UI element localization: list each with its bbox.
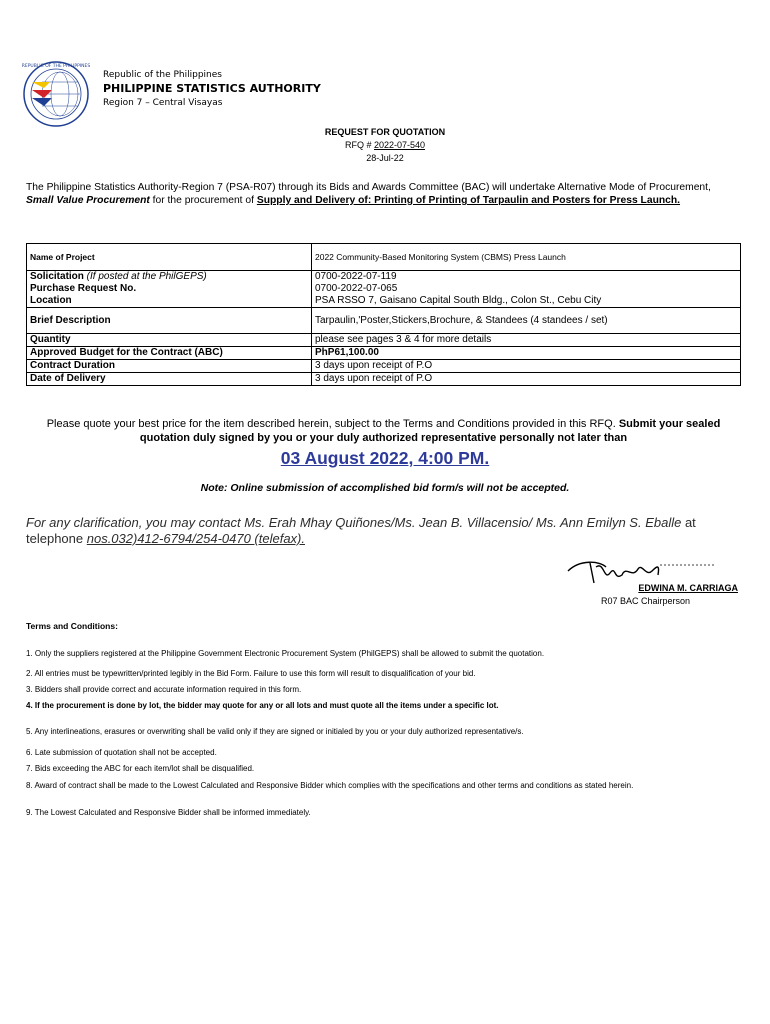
terms-heading: Terms and Conditions: [26, 621, 118, 631]
delivery-label: Date of Delivery [27, 373, 312, 386]
solicitation-label: Solicitation (If posted at the PhilGEPS) Purchase Request No. Location [27, 271, 312, 308]
quantity-value: please see pages 3 & 4 for more details [312, 334, 741, 347]
term-item: 9. The Lowest Calculated and Responsive Bidder shall be informed immediately. [26, 808, 311, 817]
clarification-contact: For any clarification, you may contact Ms. Erah Mhay Quiñones/Ms. Jean B. Villacensio/ Ms. Ann Emilyn S. Eballe at telephone nos.032)412-6794/254-0470 (telefax). [26, 515, 696, 546]
duration-label: Contract Duration [27, 360, 312, 373]
purchase-request-label: Purchase Request No. [30, 283, 137, 294]
abc-label: Approved Budget for the Contract (ABC) [27, 347, 312, 360]
rfq-date: 28-Jul-22 [366, 153, 404, 163]
project-label: Name of Project [27, 244, 312, 271]
term-item: 4. If the procurement is done by lot, the bidder may quote for any or all lots and must quote all the items under a specific lot. [26, 701, 499, 710]
location-value: PSA RSSO 7, Gaisano Capital South Bldg., Colon St., Cebu City [315, 295, 602, 306]
brief-label: Brief Description [27, 308, 312, 334]
submission-deadline: 03 August 2022, 4:00 PM. [280, 448, 490, 468]
signatory-title: R07 BAC Chairperson [600, 596, 690, 606]
republic-label: Republic of the Philippines [103, 70, 222, 80]
abc-value: PhP61,100.00 [312, 347, 741, 360]
term-item: 5. Any interlineations, erasures or overwriting shall be valid only if they are signed or initialed by you or your duly authorized representative/s. [26, 727, 524, 736]
region-label: Region 7 – Central Visayas [103, 98, 223, 108]
duration-value: 3 days upon receipt of P.O [312, 360, 741, 373]
agency-name: PHILIPPINE STATISTICS AUTHORITY [103, 82, 321, 95]
brief-value: Tarpaulin,'Poster,Stickers,Brochure, & Standees (4 standees / set) [312, 308, 741, 334]
location-label: Location [30, 295, 72, 306]
handwritten-signature [560, 553, 720, 587]
intro-paragraph: The Philippine Statistics Authority-Region 7 (PSA-R07) through its Bids and Awards Committee (BAC) will undertake Alternative Mode of Procurement, Small Value Procurement for the procurement of Supply and Delivery of: Printing of Printing of Tarpaulin and Posters for Press Launch. [26, 182, 711, 206]
telephone-numbers: nos.032)412-6794/254-0470 (telefax). [86, 531, 305, 546]
term-item: 3. Bidders shall provide correct and accurate information required in this form. [26, 685, 302, 694]
quantity-label: Quantity [27, 334, 312, 347]
term-item: 2. All entries must be typewritten/printed legibly in the Bid Form. Failure to use this form will result to disqualification of your bid. [26, 669, 476, 678]
quote-instruction: Please quote your best price for the item described herein, subject to the Terms and Conditions provided in this RFQ. Submit your sealed quotation duly signed by you or your duly authorized representative personally not later than [46, 418, 721, 444]
term-item: 1. Only the suppliers registered at the Philippine Government Electronic Procurement System (PhilGEPS) shall be allowed to submit the quotation. [26, 649, 545, 658]
rfq-number: RFQ # 2022-07-540 [344, 140, 426, 150]
psa-logo [22, 60, 90, 128]
term-item: 8. Award of contract shall be made to the Lowest Calculated and Responsive Bidder which complies with the specifications and other terms and conditions as stated herein. [26, 781, 634, 790]
rfq-title: REQUEST FOR QUOTATION [324, 127, 446, 137]
term-item: 7. Bids exceeding the ABC for each item/lot shall be disqualified. [26, 764, 255, 773]
project-info-table [26, 243, 741, 386]
solicitation-values [312, 271, 741, 308]
purchase-request-value: 0700-2022-07-065 [315, 283, 398, 294]
online-submission-note: Note: Online submission of accomplished bid form/s will not be accepted. [200, 482, 570, 494]
signatory-name: EDWINA M. CARRIAGA [638, 583, 738, 593]
project-value: 2022 Community-Based Monitoring System (CBMS) Press Launch [312, 244, 741, 271]
delivery-value: 3 days upon receipt of P.O [312, 373, 741, 386]
term-item: 6. Late submission of quotation shall not be accepted. [26, 748, 217, 757]
svg-text:REPUBLIC OF THE PHILIPPINES: REPUBLIC OF THE PHILIPPINES [22, 64, 90, 69]
solicitation-value: 0700-2022-07-119 [315, 271, 397, 282]
